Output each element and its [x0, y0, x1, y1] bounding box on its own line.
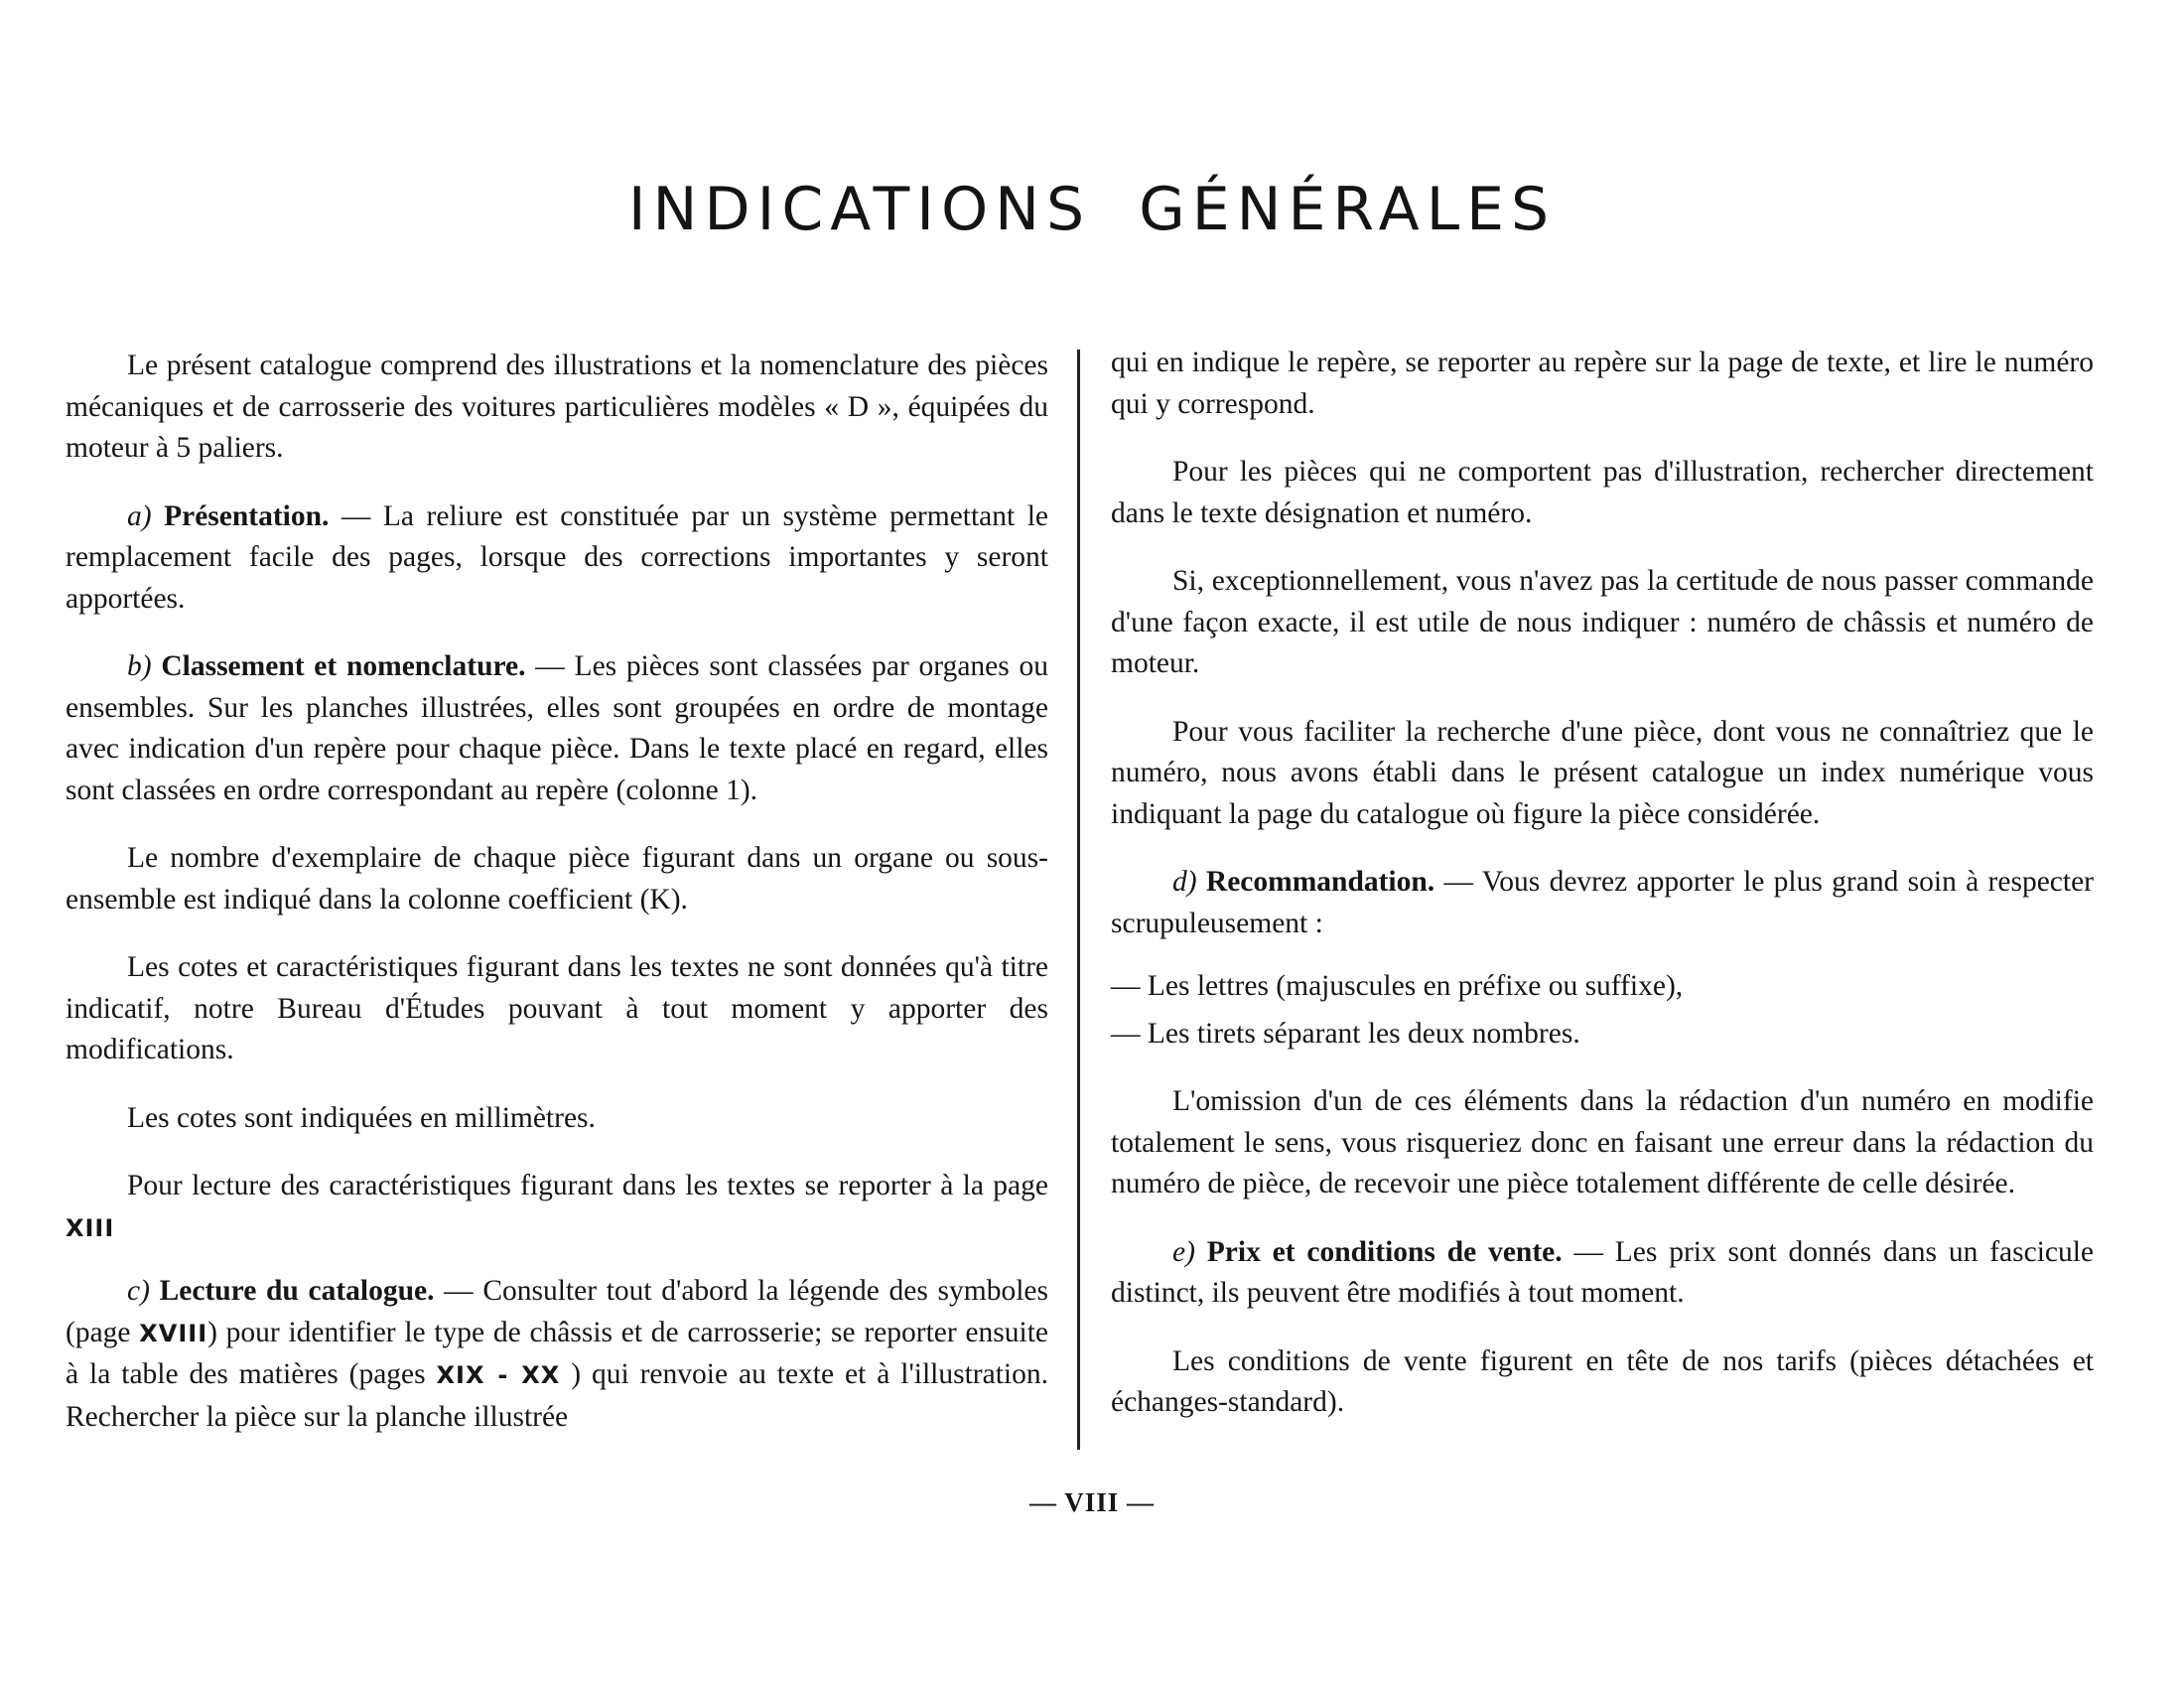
page-reference-xviii: XVIII [139, 1319, 208, 1347]
section-c-text-3: ) qui renvoie au texte et à l'illustration. Rechercher la pièce sur la planche illustrée [66, 1358, 1048, 1433]
page-reference-xiii: XIII [66, 1213, 115, 1242]
dash-item-lettres: — Les lettres (majuscules en préfixe ou suffixe), [1111, 970, 1684, 1002]
section-e-heading: Prix et conditions de vente. [1206, 1235, 1563, 1268]
section-c-lecture [66, 1271, 1048, 1438]
cotes-paragraph: Les cotes et caractéristiques figurant dans les textes ne sont données qu'à titre indicatif, notre Bureau d'Études pouvant à tout moment y apporter des modifications. [66, 951, 1048, 1065]
section-d-letter: d) [1172, 866, 1197, 898]
section-e-text: — Les prix sont donnés dans un fascicule distinct, ils peuvent être modifiés à tout moment. [1111, 1235, 2095, 1309]
column-divider [1077, 350, 1080, 1450]
left-column [66, 346, 1048, 1465]
section-d-text: — Vous devrez apporter le plus grand soin à respecter scrupuleusement : [1111, 866, 2095, 939]
millimetres-paragraph: Les cotes sont indiquées en millimètres. [127, 1101, 596, 1134]
section-a-presentation [66, 496, 1048, 621]
page-reference-xix-xx: XIX - XX [436, 1361, 561, 1389]
pieces-sans-illustration-paragraph: Pour les pièces qui ne comportent pas d'illustration, rechercher directement dans le texte désignation et numéro. [1111, 456, 2094, 529]
nombre-paragraph: Le nombre d'exemplaire de chaque pièce figurant dans un organe ou sous-ensemble est indiqué dans la colonne coefficient (K). [66, 842, 1048, 915]
exceptionnellement-paragraph: Si, exceptionnellement, vous n'avez pas la certitude de nous passer commande d'une façon exacte, il est utile de nous indiquer : numéro de châssis et numéro de moteur. [1111, 565, 2094, 679]
section-a-heading: Présentation. [164, 499, 330, 532]
section-c-text-2: ) pour identifier le type de châssis et de carrosserie; se reporter ensuite à la table des matières (pages [66, 1316, 1048, 1390]
section-a-text: — La reliure est constituée par un système permettant le remplacement facile des pages, lorsque des corrections importantes y seront apportées. [66, 499, 1049, 615]
section-c-text-1: — Consulter tout d'abord la légende des symboles (page [66, 1275, 1048, 1348]
section-e-prix [1111, 1232, 2094, 1315]
omission-paragraph: L'omission d'un de ces éléments dans la rédaction d'un numéro en modifie totalement le sens, vous risqueriez donc en faisant une erreur dans la rédaction du numéro de pièce, de recevoir une pièce totalement différente de celle désirée. [1111, 1085, 2094, 1199]
section-b-letter: b) [127, 650, 152, 682]
continuation-paragraph: qui en indique le repère, se reporter au repère sur la page de texte, et lire le numéro qui y correspond. [1111, 347, 2094, 420]
index-numerique-paragraph: Pour vous faciliter la recherche d'une pièce, dont vous ne connaîtriez que le numéro, nous avons établi dans le présent catalogue un index numérique vous indiquant la page du catalogue où figure la pièce considérée. [1111, 715, 2094, 830]
dash-item-tirets: — Les tirets séparant les deux nombres. [1111, 1017, 1580, 1050]
intro-paragraph: Le présent catalogue comprend des illustrations et la nomenclature des pièces mécaniques et de carrosserie des voitures particulières modèles « D », équipées du moteur à 5 paliers. [66, 350, 1048, 464]
section-d-heading: Recommandation. [1205, 866, 1435, 898]
section-b-text: — Les pièces sont classées par organes ou ensembles. Sur les planches illustrées, elles sont groupées en ordre de montage avec indication d'un repère pour chaque pièce. Dans le texte placé en regard, elles sont classées en ordre correspondant au repère (colonne 1). [66, 650, 1048, 806]
right-column [1111, 343, 2094, 1451]
section-d-recommandation [1111, 862, 2094, 944]
lecture-caracteristiques-paragraph [66, 1166, 1048, 1249]
section-c-heading: Lecture du catalogue. [159, 1275, 435, 1307]
section-a-letter: a) [127, 499, 152, 532]
conditions-vente-paragraph: Les conditions de vente figurent en tête de nos tarifs (pièces détachées et échanges-standard). [1111, 1344, 2094, 1418]
section-e-letter: e) [1172, 1235, 1195, 1268]
page-title: INDICATIONS GÉNÉRALES [627, 175, 1557, 244]
section-c-letter: c) [127, 1275, 150, 1307]
lecture-text: Pour lecture des caractéristiques figurant dans les textes se reporter à la page [127, 1170, 1048, 1201]
page-number: — VIII — [1028, 1487, 1156, 1517]
section-b-classement [66, 646, 1048, 811]
section-b-heading: Classement et nomenclature. [161, 650, 526, 682]
